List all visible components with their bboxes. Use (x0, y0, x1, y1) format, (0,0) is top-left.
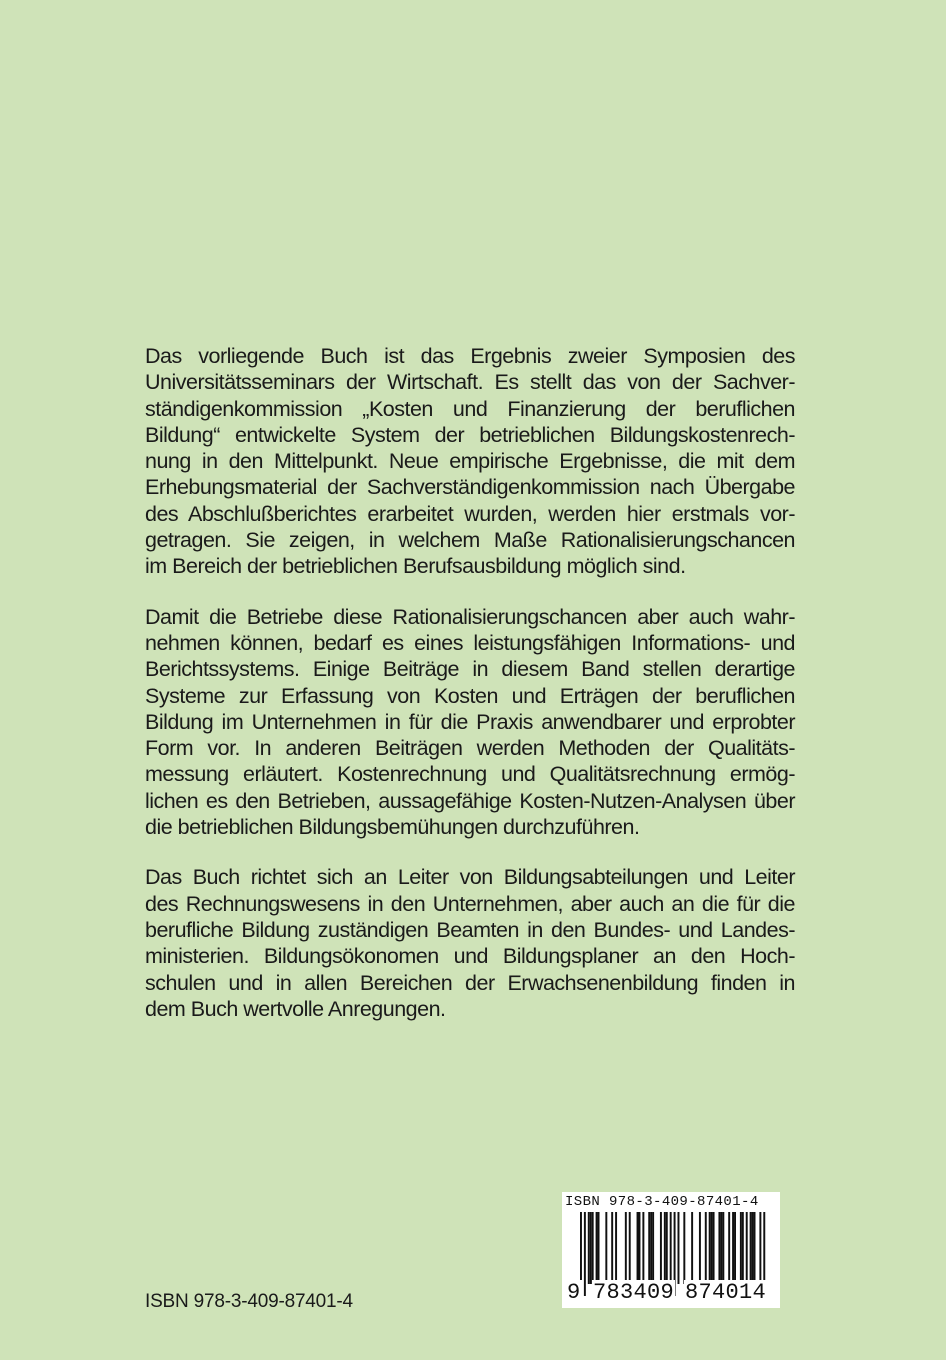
blurb-line: dem Buch wertvolle Anregungen. (145, 996, 446, 1021)
blurb-line: ständigenkommission „Kosten und Finanzierung der beruflichen (145, 396, 795, 421)
barcode-bar (711, 1212, 713, 1284)
blurb-line: Berichtssystems. Einige Beiträge in diesem Band stellen derartige (145, 657, 795, 682)
blurb-line: die betrieblichen Bildungsbemühungen durchzuführen. (145, 815, 640, 840)
blurb-line: Das vorliegende Buch ist das Ergebnis zweier Symposien des (145, 344, 795, 368)
blurb-paragraph-2 (145, 604, 795, 841)
blurb-line: lichen es den Betrieben, aussagefähige Kosten-Nutzen-Analysen über (145, 788, 795, 813)
barcode-bar (678, 1212, 680, 1284)
blurb-line: berufliche Bildung zuständigen Beamten in den Bundes- und Landes- (145, 917, 795, 942)
blurb-line: nung in den Mittelpunkt. Neue empirische Ergebnisse, die mit dem (145, 449, 795, 474)
barcode-bar (598, 1212, 600, 1284)
barcode-bar (740, 1212, 742, 1284)
barcode-bar (584, 1212, 586, 1296)
blurb-line: nehmen können, bedarf es eines leistungsfähigen Informations- und (145, 630, 795, 655)
blurb-line: Bildung im Unternehmen in für die Praxis anwendbarer und erprobter (145, 709, 795, 734)
barcode-bar (596, 1212, 598, 1284)
barcode-bar (728, 1212, 730, 1284)
blurb-line: Damit die Betriebe diese Rationalisierungschancen aber auch wahr- (145, 604, 795, 629)
blurb-line: Erhebungsmaterial der Sachverständigenkommission nach Übergabe (145, 475, 795, 500)
blurb-line: schulen und in allen Bereichen der Erwachsenenbildung finden in (145, 970, 795, 995)
blurb-line: ministerien. Bildungsökonomen und Bildungsplaner an den Hoch- (145, 944, 795, 969)
barcode-left-digits: 783409 (593, 1280, 675, 1305)
blurb-paragraph-1 (145, 343, 795, 580)
blurb-paragraph-3 (145, 864, 795, 1022)
barcode-bar (625, 1212, 627, 1284)
blurb-line: des Abschlußberichtes erarbeitet wurden, werden hier erstmals vor- (145, 501, 795, 526)
barcode-bar (752, 1212, 754, 1284)
blurb-text (145, 343, 795, 1046)
barcode-bar (637, 1212, 639, 1284)
barcode-bar (713, 1212, 715, 1284)
barcode-bar (642, 1212, 644, 1284)
blurb-line: Form vor. In anderen Beiträgen werden Methoden der Qualitäts- (145, 736, 795, 761)
barcode-bar (660, 1212, 662, 1284)
blurb-line: des Rechnungswesens in den Unternehmen, aber auch an die für die (145, 891, 795, 916)
barcode-bar (588, 1212, 590, 1284)
barcode-bar (746, 1212, 748, 1284)
barcode-bar (605, 1212, 607, 1284)
barcode-bar (754, 1212, 756, 1284)
barcode-bar (732, 1212, 734, 1284)
barcode-bar (615, 1212, 617, 1284)
blurb-line: messung erläutert. Kostenrechnung und Qualitätsrechnung ermög- (145, 762, 795, 787)
barcode-bar (639, 1212, 641, 1284)
barcode-bar (742, 1212, 744, 1284)
blurb-line: getragen. Sie zeigen, in welchem Maße Rationalisierungschancen (145, 528, 795, 553)
blurb-line: Bildung“ entwickelte System der betrieblichen Bildungskostenrech- (145, 422, 795, 447)
barcode-bar (648, 1212, 650, 1284)
barcode-bar (734, 1212, 736, 1284)
barcode-bar (750, 1212, 752, 1284)
barcode-bar (705, 1212, 707, 1284)
barcode-bar (629, 1212, 631, 1284)
barcode-bar (592, 1212, 594, 1284)
barcode-isbn-label: ISBN 978-3-409-87401-4 (565, 1194, 759, 1210)
barcode-bar (683, 1212, 685, 1284)
barcode-bar (718, 1212, 720, 1284)
blurb-line: Universitätsseminars der Wirtschaft. Es stellt das von der Sachver- (145, 370, 795, 395)
barcode-bar (666, 1212, 668, 1284)
barcode (562, 1192, 780, 1308)
blurb-line: Systeme zur Erfassung von Kosten und Erträgen der beruflichen (145, 683, 795, 708)
barcode-bar (590, 1212, 592, 1284)
barcode-bar (611, 1212, 613, 1284)
blurb-line: im Bereich der betrieblichen Berufsausbildung möglich sind. (145, 554, 686, 579)
barcode-lead-digit: 9 (567, 1280, 581, 1305)
barcode-bar (664, 1212, 666, 1284)
barcode-bar (652, 1212, 654, 1284)
isbn-footer: ISBN 978-3-409-87401-4 (145, 1291, 353, 1312)
barcode-bar (709, 1212, 711, 1284)
barcode-bar (722, 1212, 724, 1284)
barcode-bar (650, 1212, 652, 1284)
barcode-bar (691, 1212, 693, 1284)
blurb-line: Das Buch richtet sich an Leiter von Bildungsabteilungen und Leiter (145, 865, 795, 890)
barcode-right-digits: 874014 (685, 1280, 767, 1305)
barcode-bar (699, 1212, 701, 1284)
barcode-bar (720, 1212, 722, 1284)
